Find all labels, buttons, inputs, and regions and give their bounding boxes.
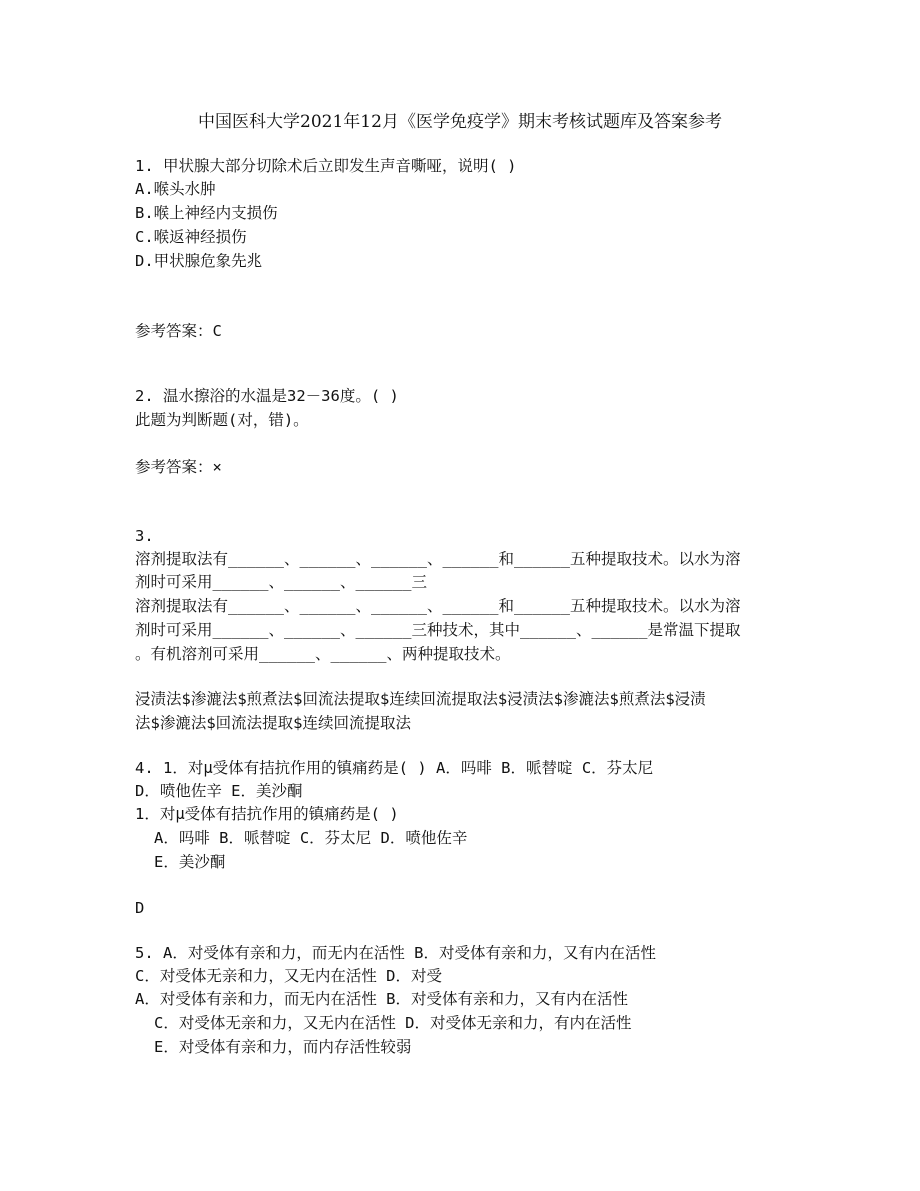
q4-answer: D — [135, 899, 145, 917]
q1-option-b: B.喉上神经内支损伤 — [135, 204, 278, 222]
q5-line: E．对受体有亲和力，而内存活性较弱 — [154, 1038, 412, 1056]
q3-line: 溶剂提取法有______、______、______、______和______五种提取技术。以水为溶 — [135, 550, 741, 568]
q4-line: E．美沙酮 — [154, 853, 226, 871]
q2-answer: 参考答案：× — [135, 458, 222, 476]
q3-line: 剂时可采用______、______、______三种技术，其中______、______是常温下提取 — [135, 621, 741, 639]
q3-line: 溶剂提取法有______、______、______、______和______五种提取技术。以水为溶 — [135, 597, 741, 615]
q4-line: 4. 1．对μ受体有拮抗作用的镇痛药是( ) A．吗啡 B．哌替啶 C．芬太尼 — [135, 759, 654, 777]
q1-option-c: C.喉返神经损伤 — [135, 228, 247, 246]
q5-line: C．对受体无亲和力，又无内在活性 D．对受 — [135, 967, 442, 985]
q3-answer-line: 法$渗漉法$回流法提取$连续回流提取法 — [135, 714, 411, 732]
q3-number: 3. — [135, 527, 154, 545]
q2-note: 此题为判断题(对，错)。 — [135, 411, 309, 429]
q4-line: 1．对μ受体有拮抗作用的镇痛药是( ) — [135, 805, 399, 823]
q2-stem: 2. 温水擦浴的水温是32－36度。( ) — [135, 387, 399, 405]
q3-line: 。有机溶剂可采用______、______、两种提取技术。 — [135, 645, 511, 663]
q1-answer: 参考答案：C — [135, 322, 222, 340]
q5-line: C．对受体无亲和力，又无内在活性 D．对受体无亲和力，有内在活性 — [154, 1014, 632, 1032]
q3-line: 剂时可采用______、______、______三 — [135, 573, 427, 591]
q1-option-a: A.喉头水肿 — [135, 180, 216, 198]
q4-line: D．喷他佐辛 E．美沙酮 — [135, 782, 303, 800]
page-title: 中国医科大学2021年12月《医学免疫学》期末考核试题库及答案参考 — [198, 112, 722, 132]
q5-line: A．对受体有亲和力，而无内在活性 B．对受体有亲和力，又有内在活性 — [135, 990, 628, 1008]
q4-line: A．吗啡 B．哌替啶 C．芬太尼 D．喷他佐辛 — [154, 829, 468, 847]
q1-stem: 1. 甲状腺大部分切除术后立即发生声音嘶哑，说明( ) — [135, 157, 517, 175]
q5-line: 5. A．对受体有亲和力，而无内在活性 B．对受体有亲和力，又有内在活性 — [135, 944, 656, 962]
q3-answer-line: 浸渍法$渗漉法$煎煮法$回流法提取$连续回流提取法$浸渍法$渗漉法$煎煮法$浸渍 — [135, 690, 706, 708]
q1-option-d: D.甲状腺危象先兆 — [135, 252, 263, 270]
